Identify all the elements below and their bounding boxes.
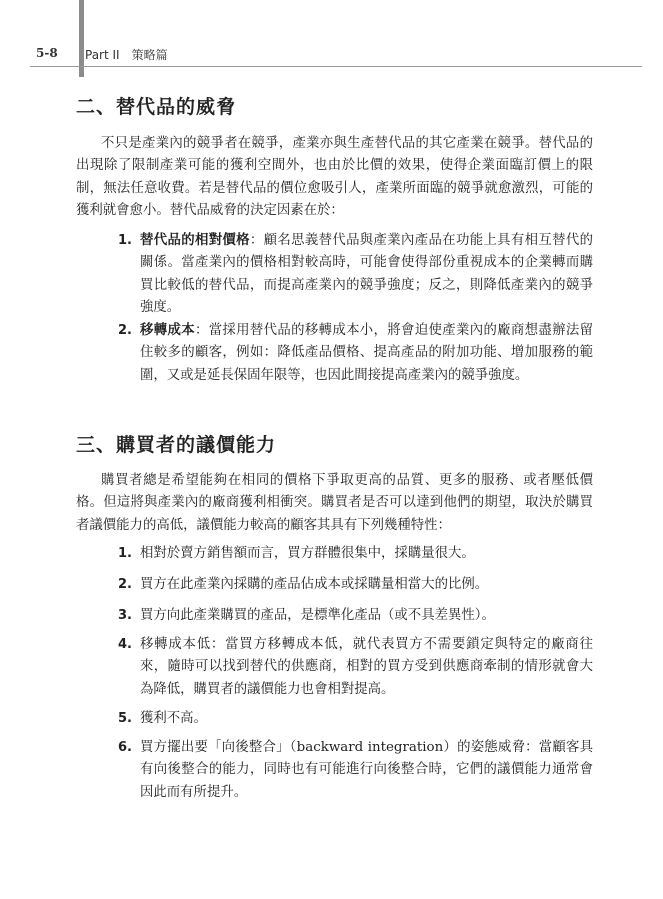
list-item <box>118 543 593 565</box>
list-text: 移轉成本低：當買方移轉成本低，就代表買方不需要鎖定與特定的廠商往來，隨時可以找到替代的供應商，相對的買方受到供應商牽制的情形就會大為降低，購買者的議價能力也會相對提高。 <box>140 637 593 697</box>
running-header <box>36 46 168 62</box>
section-intro-substitutes: 不只是產業內的競爭者在競爭，產業亦與生產替代品的其它產業在競爭。替代品的出現除了限制產業可能的獲利空間外，也由於比價的效果，使得企業面臨訂價上的限制，無法任意收費。若是替代品的價位愈吸引人，產業所面臨的競爭就愈激烈，可能的獲利就會愈小。替代品威脅的決定因素在於： <box>76 136 593 219</box>
list-text: ：顧名思義替代品與產業內產品在功能上具有相互替代的關係。當產業內的價格相對較高時，可能會使得部份重視成本的企業轉而購買比較低的替代品，而提高產業內的競爭強度；反之，則降低產業內的競爭強度。 <box>140 233 594 316</box>
list-text: 相對於賣方銷售額而言，買方群體很集中，採購量很大。 <box>140 546 475 561</box>
list-text: 買方向此產業購買的產品，是標準化產品（或不具差異性）。 <box>140 608 495 623</box>
list-number: 1. <box>118 546 132 561</box>
list-item-body <box>140 230 593 320</box>
list-item <box>118 574 593 596</box>
section-heading-buyers: 三、購買者的議價能力 <box>76 434 277 456</box>
list-item-body <box>140 320 593 387</box>
list-term: 移轉成本 <box>140 323 195 338</box>
list-number: 2. <box>118 577 132 592</box>
section-intro-buyers: 購買者總是希望能夠在相同的價格下爭取更高的品質、更多的服務、或者壓低價格。但這將與產業內的廠商獲利相衝突。購買者是否可以達到他們的期望，取決於購買者議價能力的高低，議價能力較高的顧客其具有下列幾種特性： <box>76 473 593 533</box>
list-item <box>118 230 593 320</box>
list-item <box>118 634 593 701</box>
list-number: 2. <box>118 323 132 338</box>
list-term: 替代品的相對價格 <box>140 233 250 248</box>
page-number: 5-8 <box>36 46 58 60</box>
list-number: 4. <box>118 637 132 652</box>
list-text: 買方擺出要「向後整合」（backward integration）的姿態威脅：當顧客具有向後整合的能力，同時也有可能進行向後整合時，它們的議價能力通常會因此而有所提升。 <box>140 740 593 800</box>
list-item <box>118 320 593 387</box>
section-heading-substitutes: 二、替代品的威脅 <box>76 96 237 118</box>
list-item <box>118 605 593 627</box>
list-number: 1. <box>118 233 132 248</box>
list-text: ：當採用替代品的移轉成本小，將會迫使產業內的廠商想盡辦法留住較多的顧客，例如：降低產品價格、提高產品的附加功能、增加服務的範圍，又或是延長保固年限等，也因此間接提高產業內的競爭強度。 <box>140 323 593 383</box>
header-rule <box>30 66 642 67</box>
list-number: 6. <box>118 740 132 755</box>
list-text: 買方在此產業內採購的產品佔成本或採購量相當大的比例。 <box>140 577 489 592</box>
list-text: 獲利不高。 <box>140 711 207 726</box>
list-number: 5. <box>118 711 132 726</box>
list-number: 3. <box>118 608 132 623</box>
list-item <box>118 708 593 730</box>
list-item <box>118 737 593 804</box>
part-label: Part II 策略篇 <box>85 48 168 62</box>
